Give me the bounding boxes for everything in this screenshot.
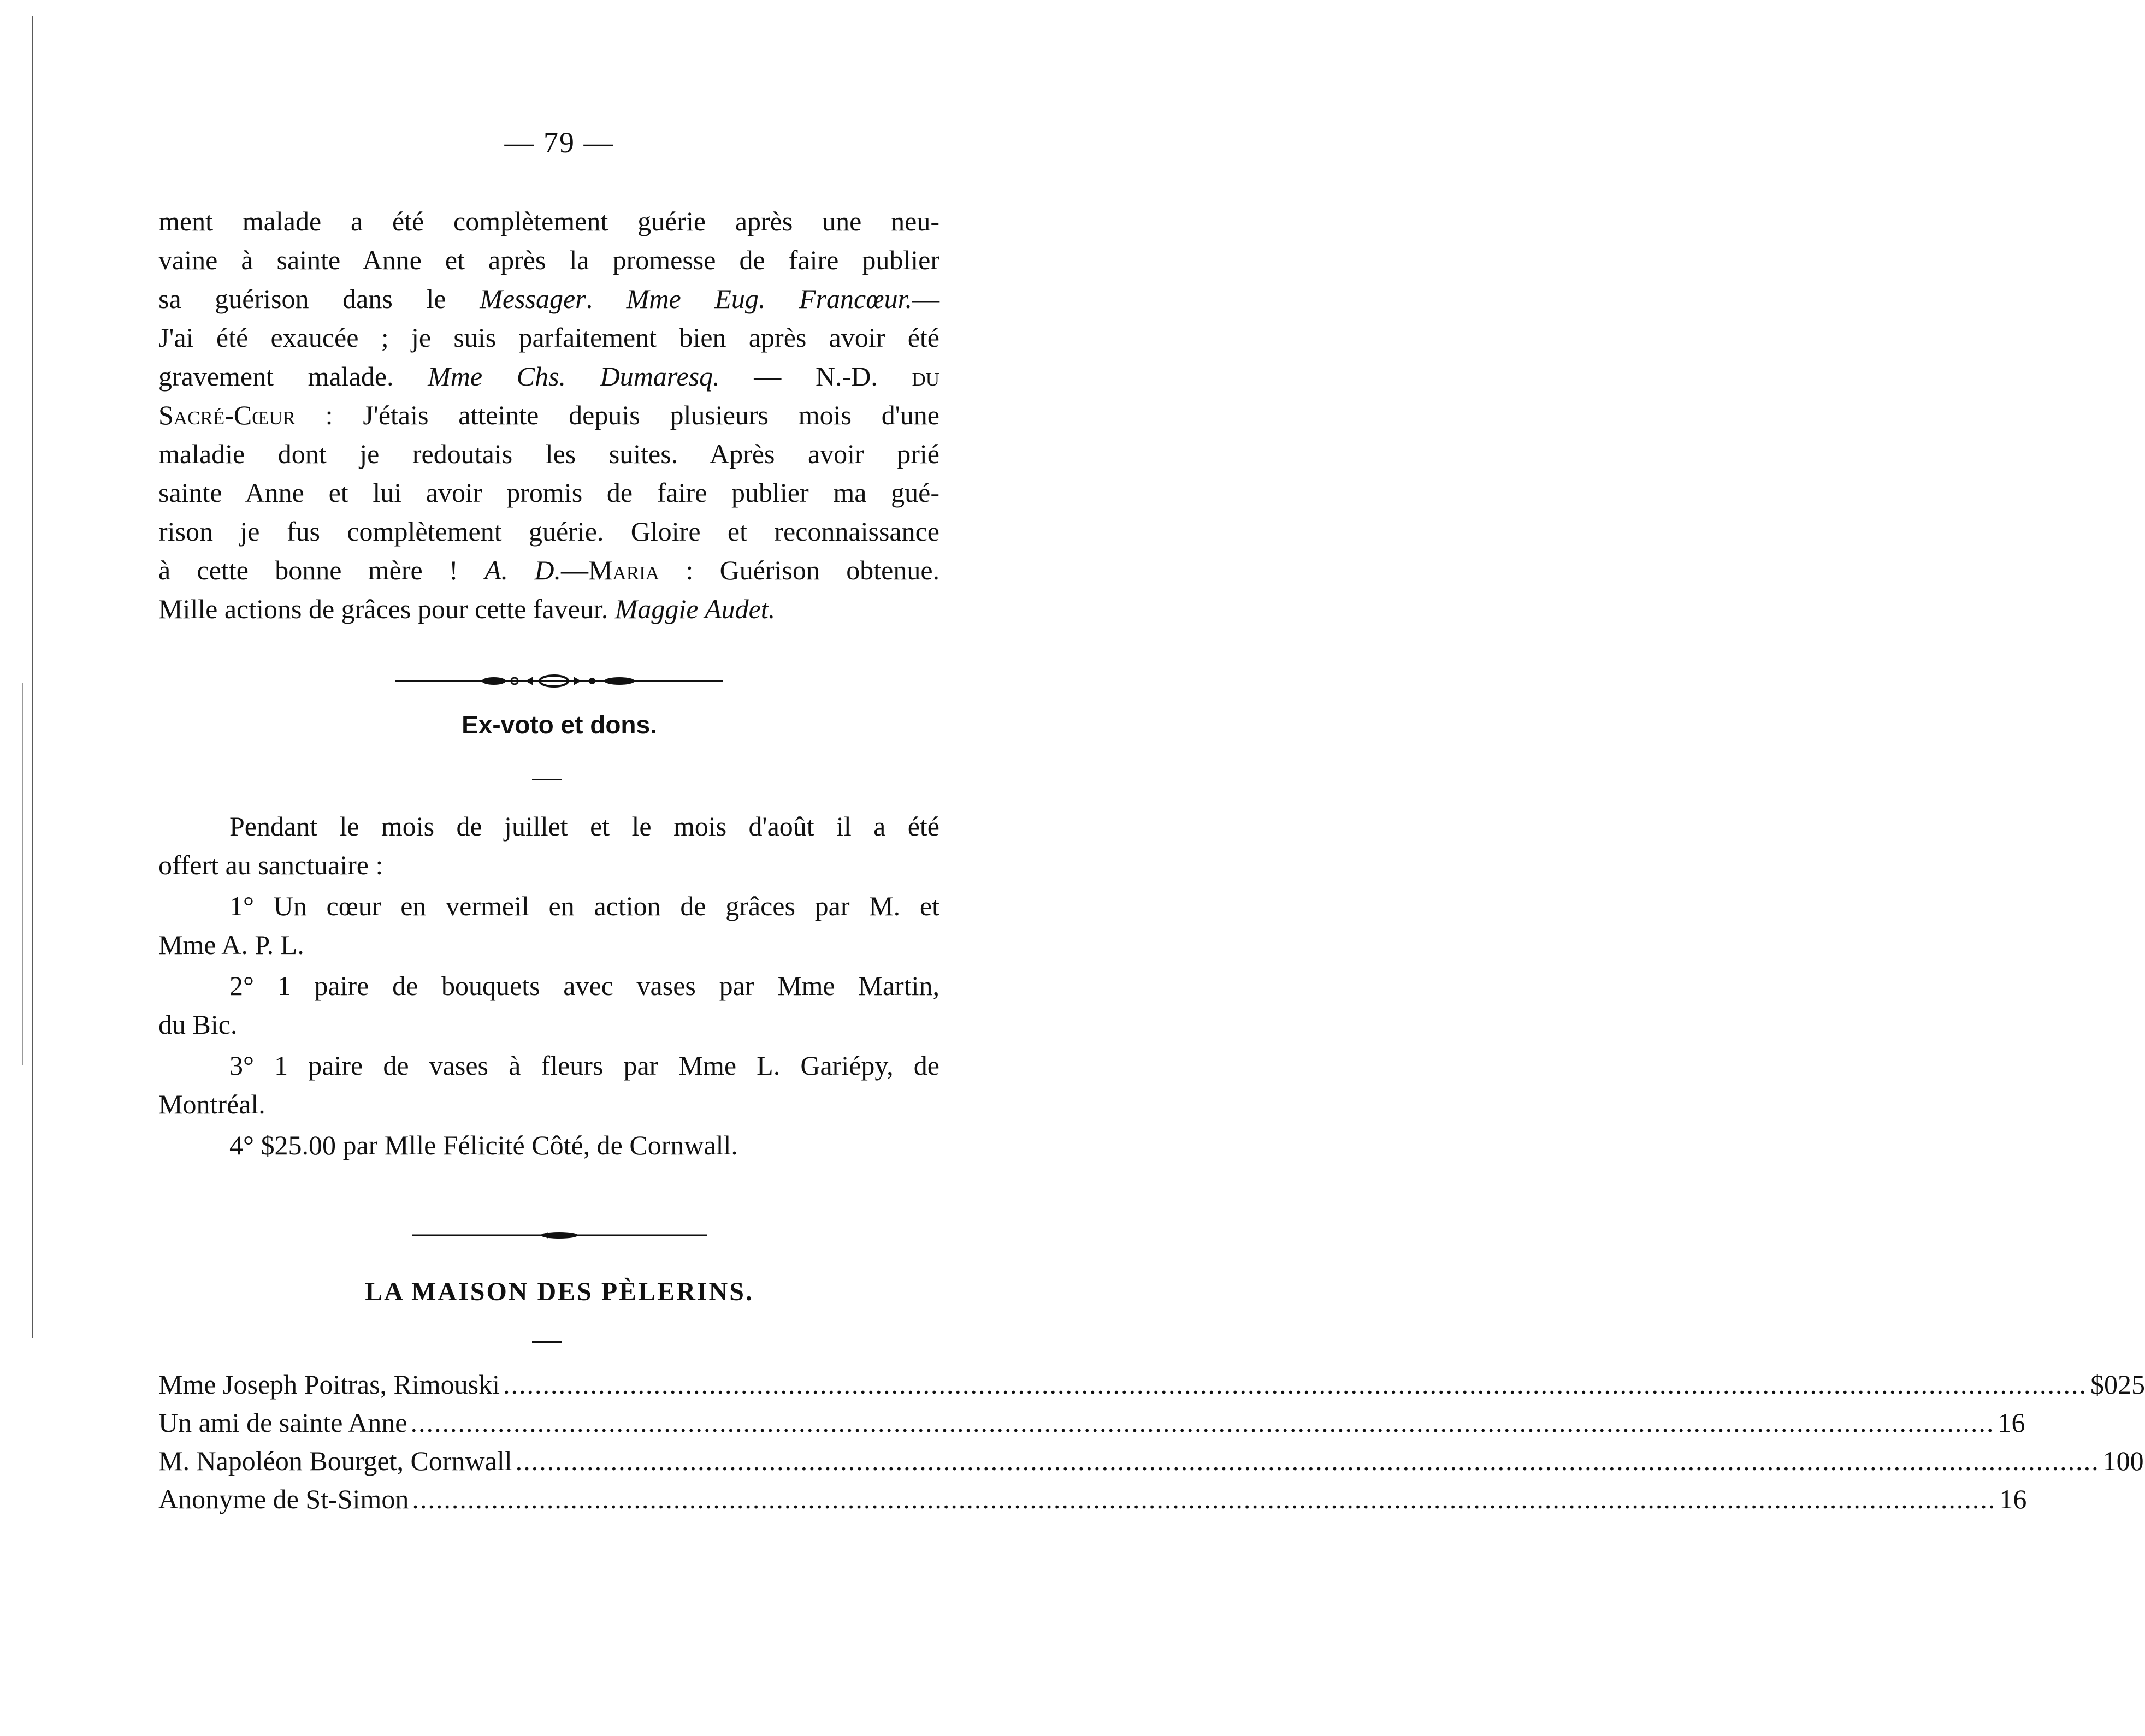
paragraph-line: du Bic.	[158, 1009, 238, 1040]
paragraph-line: maladie dont je redoutais les suites. Après avoir prié	[158, 439, 939, 469]
paragraph-line: 4° $25.00 par Mlle Félicité Côté, de Cornwall.	[229, 1130, 738, 1160]
paragraph-line: vaine à sainte Anne et après la promesse de faire publier	[158, 245, 939, 275]
currency-sign: $	[2090, 1369, 2105, 1400]
ex-voto-item	[158, 1046, 939, 1124]
leader-dots: ........................................................................................................................................................................................................	[503, 1369, 2088, 1400]
short-rule	[532, 1341, 562, 1343]
section-title-maison-des-pelerins: LA MAISON DES PÈLERINS.	[365, 1277, 754, 1306]
ornamental-divider-small	[0, 1229, 1119, 1245]
donation-entry	[158, 1403, 2025, 1442]
paragraph-line: à cette bonne mère ! A. D.—Maria : Guérison obtenue.	[158, 555, 940, 585]
amount-cents: 16	[1998, 1407, 2025, 1438]
paragraph-line: Sacré-Cœur : J'étais atteinte depuis plusieurs mois d'une	[158, 400, 939, 430]
amount-cents: 16	[1999, 1484, 2027, 1514]
donation-entry	[158, 1365, 2145, 1403]
paragraph-line: ment malade a été complètement guérie après une neu-	[158, 206, 939, 236]
small-caps-text: du	[912, 361, 940, 392]
paragraph-line: 1° Un cœur en vermeil en action de grâces par M. et	[229, 891, 939, 921]
ex-voto-item	[158, 967, 939, 1044]
leader-dots: ........................................................................................................................................................................................................	[412, 1484, 1996, 1514]
amount-cents: 25	[2118, 1369, 2145, 1400]
italic-text: Mme Chs. Dumaresq.	[428, 361, 720, 392]
italic-text: Messager	[480, 283, 586, 314]
paragraph-line: 2° 1 paire de bouquets avec vases par Mme Martin,	[229, 970, 939, 1001]
page-number: — 79 —	[504, 126, 614, 159]
italic-text: A. D.	[484, 555, 562, 585]
small-caps-text: Sacré-Cœur	[158, 400, 296, 430]
paragraph-line: Pendant le mois de juillet et le mois d'août il a été	[229, 811, 939, 842]
donor-name: Anonyme de St-Simon	[158, 1484, 409, 1514]
paragraph-line: rison je fus complètement guérie. Gloire et reconnaissance	[158, 516, 939, 547]
donor-name: M. Napoléon Bourget, Cornwall	[158, 1445, 512, 1476]
paragraph-line: 3° 1 paire de vases à fleurs par Mme L. Gariépy, de	[229, 1050, 939, 1081]
paragraph-line: Montréal.	[158, 1089, 265, 1119]
italic-text: Mme Eug. Francœur.	[626, 283, 913, 314]
paragraph-line: Mille actions de grâces pour cette faveur. Maggie Audet.	[158, 594, 776, 624]
donation-entry	[158, 1442, 2144, 1480]
short-rule	[532, 779, 562, 780]
small-caps-text: Maria	[588, 555, 660, 585]
amount-dollars: 1	[2102, 1445, 2117, 1476]
amount-cents: 00	[2116, 1445, 2144, 1476]
paragraph-line: sa guérison dans le Messager. Mme Eug. Francœur.—	[158, 283, 940, 314]
ex-voto-list	[158, 807, 939, 1165]
ex-voto-item	[158, 887, 939, 964]
donor-name: Mme Joseph Poitras, Rimouski	[158, 1369, 500, 1400]
paragraph-line: offert au sanctuaire :	[158, 850, 383, 880]
amount-dollars: 0	[2104, 1369, 2118, 1400]
paragraph-testimonials	[158, 202, 939, 629]
section-title-ex-voto: Ex-voto et dons.	[462, 710, 657, 739]
paragraph-line: Mme A. P. L.	[158, 929, 304, 960]
donor-name: Un ami de sainte Anne	[158, 1407, 407, 1438]
donation-list	[158, 1365, 2145, 1518]
leader-dots: ........................................................................................................................................................................................................	[515, 1445, 2100, 1476]
intro-paragraph	[158, 807, 939, 885]
donation-entry	[158, 1480, 2027, 1518]
paragraph-line: sainte Anne et lui avoir promis de faire publier ma gué-	[158, 477, 939, 508]
ornamental-divider	[0, 673, 1119, 692]
ex-voto-item	[158, 1126, 939, 1165]
paragraph-line: J'ai été exaucée ; je suis parfaitement bien après avoir été	[158, 322, 939, 353]
paragraph-line: gravement malade. Mme Chs. Dumaresq. — N.-D. du	[158, 361, 940, 392]
binding-edge-shadow	[22, 683, 25, 1065]
italic-text: Maggie Audet.	[614, 594, 776, 624]
leader-dots: ........................................................................................................................................................................................................	[410, 1407, 1995, 1438]
